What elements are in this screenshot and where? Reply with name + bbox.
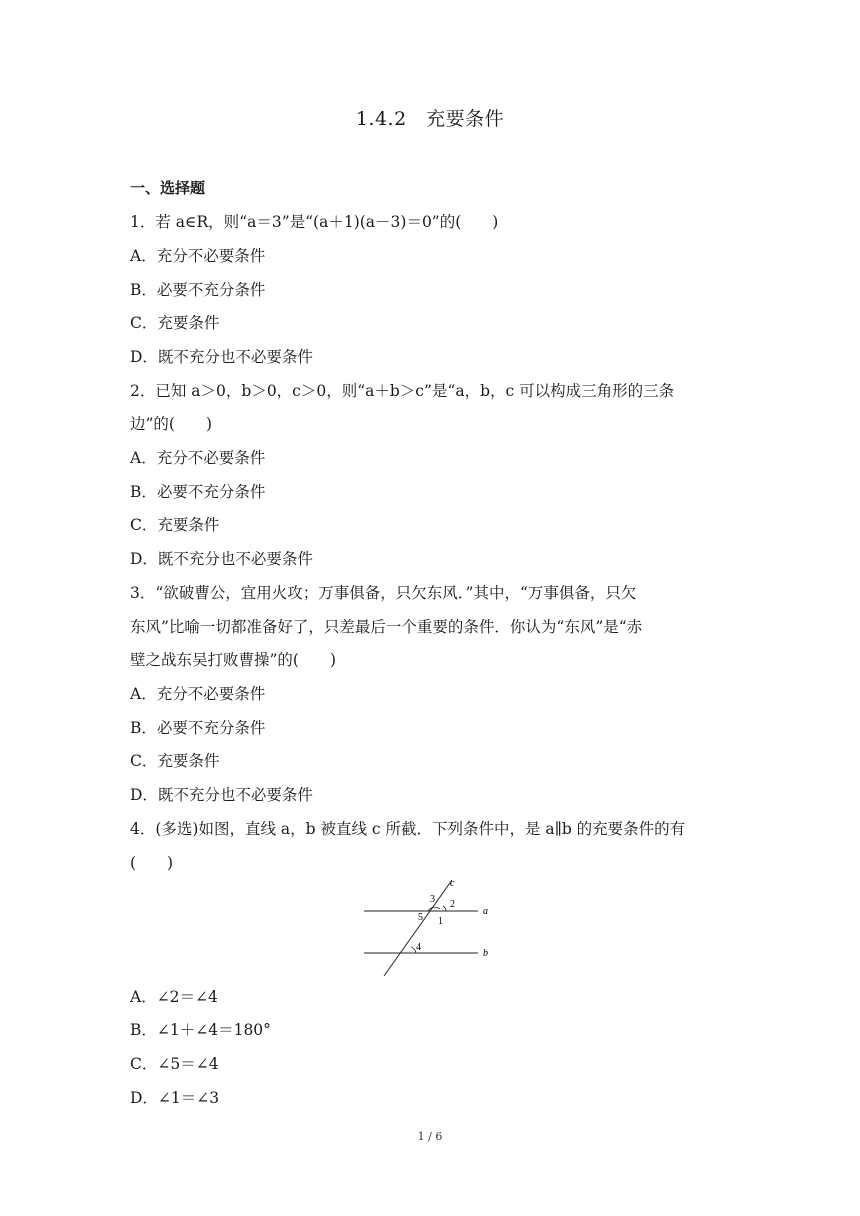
question-1-option-a: A．充分不必要条件	[130, 247, 266, 265]
angle-arc-3	[428, 907, 440, 911]
question-3-option-a: A．充分不必要条件	[130, 685, 266, 703]
question-4-option-b: B．∠1＋∠4＝180°	[130, 1021, 271, 1039]
label-a: a	[483, 906, 488, 917]
label-c: c	[450, 878, 455, 889]
question-1-option-b: B．必要不充分条件	[130, 281, 266, 299]
label-b: b	[483, 948, 488, 959]
question-4-stem-line2: ( )	[130, 854, 174, 872]
question-4-option-c: C．∠5＝∠4	[130, 1055, 219, 1073]
parallel-lines-figure	[362, 874, 502, 978]
section-heading: 一、选择题	[130, 179, 206, 197]
question-2-option-a: A．充分不必要条件	[130, 449, 266, 467]
label-5: 5	[418, 912, 423, 923]
question-2-option-c: C．充要条件	[130, 516, 220, 534]
question-3-stem-line1: 3．“欲破曹公，宜用火攻；万事俱备，只欠东风．”其中，“万事俱备，只欠	[130, 584, 637, 602]
label-3: 3	[430, 894, 435, 905]
question-3-option-c: C．充要条件	[130, 752, 220, 770]
label-2: 2	[450, 899, 455, 910]
question-1-option-c: C．充要条件	[130, 314, 220, 332]
question-3-option-b: B．必要不充分条件	[130, 719, 266, 737]
label-4: 4	[416, 942, 421, 953]
page-title: 1.4.2 充要条件	[355, 108, 505, 130]
question-4-option-d: D．∠1＝∠3	[130, 1089, 220, 1107]
label-1: 1	[438, 916, 443, 927]
question-3-option-d: D．既不充分也不必要条件	[130, 786, 313, 804]
question-2-stem-line2: 边”的( )	[130, 415, 213, 433]
page-number: 1 / 6	[417, 1130, 443, 1143]
question-2-option-d: D．既不充分也不必要条件	[130, 550, 313, 568]
question-3-stem-line2: 东风”比喻一切都准备好了，只差最后一个重要的条件．你认为“东风”是“赤	[130, 618, 643, 636]
question-1-option-d: D．既不充分也不必要条件	[130, 348, 313, 366]
question-1-stem: 1．若 a∈R，则“a＝3”是“(a＋1)(a－3)＝0”的( )	[130, 213, 499, 231]
question-2-stem-line1: 2．已知 a＞0，b＞0，c＞0，则“a＋b＞c”是“a，b，c 可以构成三角形的三条	[130, 382, 675, 400]
question-4-option-a: A．∠2＝∠4	[130, 988, 218, 1006]
line-c	[384, 880, 452, 976]
question-2-option-b: B．必要不充分条件	[130, 483, 266, 501]
question-4-stem-line1: 4．(多选)如图，直线 a，b 被直线 c 所截．下列条件中，是 a∥b 的充要条件的有	[130, 820, 686, 838]
angle-arc-2	[443, 906, 446, 911]
question-3-stem-line3: 壁之战东吴打败曹操”的( )	[130, 651, 337, 669]
